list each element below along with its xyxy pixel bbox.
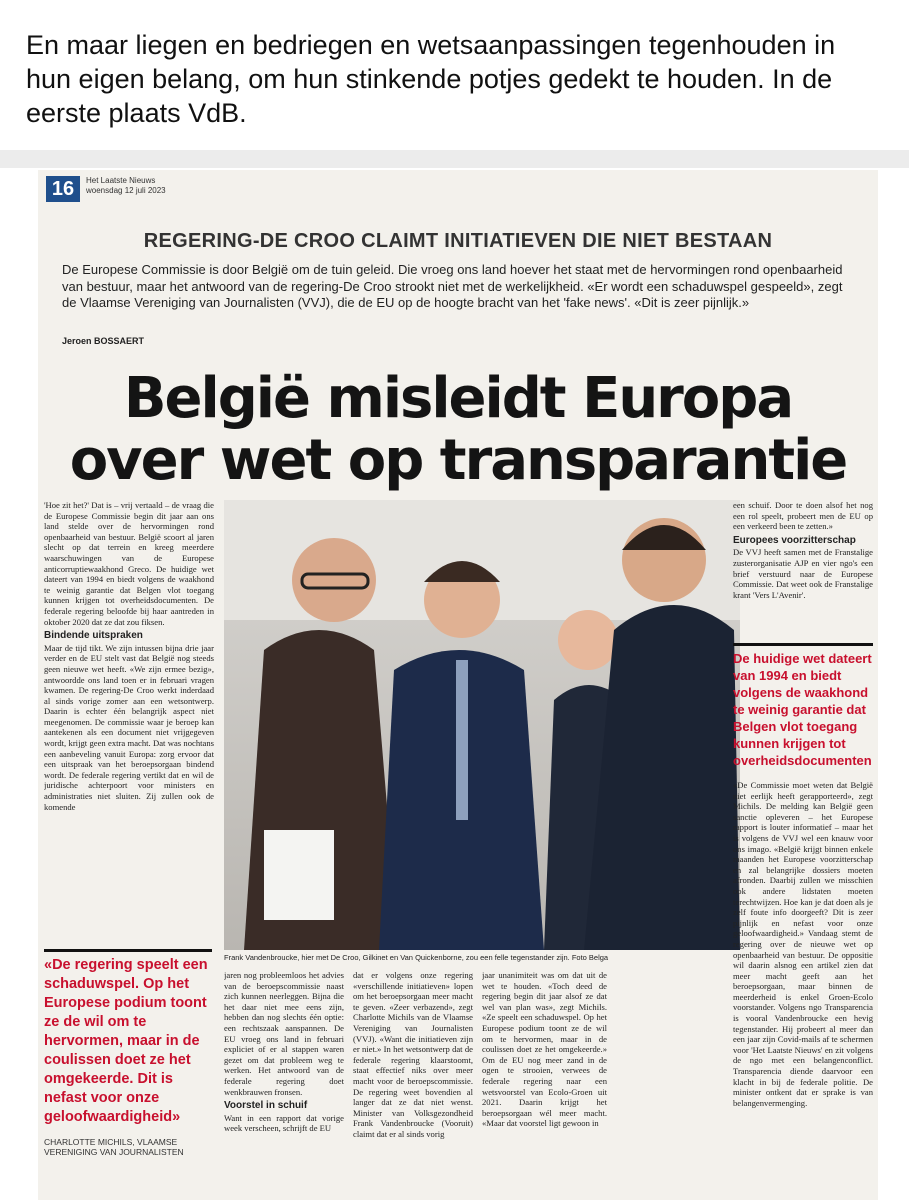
article-column-4: jaar unanimiteit was om dat uit de wet te houden. «Toch deed de regering begin dit jaar alsof ze dat wel van plan was», zegt Michils. «Ze speelt een schaduwspel. Op het Europese podium toont ze de wil om te hervormen, maar in de coulissen doet ze het omgekeerde.» Om de EU nog meer zand in de ogen te strooien, verwees de federale regering naar een wetsvoorstel van Ecolo-Groen uit 2021. Daarin krijgt het beroepsorgaan wél meer macht. «Maar dat voorstel ligt gewoon in	[482, 970, 607, 1129]
article-column-5-top	[733, 500, 873, 640]
article-column-5-bottom: «De Commissie moet weten dat België niet eerlijk heeft gerapporteerd», zegt Michils. De melding kan België geen sanctie opleveren – het Europese rapport is louter informatief – maar het is volgens de VVJ wel een knauw voor ons imago. «België krijgt binnen enkele maanden het Europese voorzitterschap en zal belangrijke dossiers moeten afronden. Daarbij zullen we misschien ook andere lidstaten moeten terechtwijzen. Hoe kan je dat doen als je zelf foute info doorgeeft? Dit is zeer pijnlijk en nefast voor onze geloofwaardigheid.» Vandaag stemt de regering over de nieuwe wet op openbaarheid van bestuur. De oppositie wil daarin alsnog een artikel zien dat meer macht geeft aan het beroepsorgaan, maar binnen de meerderheid is enkel Groen-Ecolo voorstander. Volgens ngo Transparencia is vooral Vandenbroucke een hevig tegenstander. Hij probeert al meer dan een jaar zijn Covid-mails af te schermen voor 'Het Laatste Nieuws' en zit volgens de ngo met een belangenconflict. Transparencia diende daarvoor een klacht in bij de federale politie. De minister ontkent dat er sprake is van belangenvermenging.	[733, 780, 873, 1108]
subheading-europees-voorzitterschap: Europees voorzitterschap	[733, 534, 856, 546]
publication-header	[86, 176, 166, 196]
publication-name: Het Laatste Nieuws	[86, 176, 156, 185]
publication-date: woensdag 12 juli 2023	[86, 186, 166, 195]
post-text: En maar liegen en bedriegen en wetsaanpassingen tegenhouden in hun eigen belang, om hun stinkende potjes gedekt te houden. In de eerste plaats VdB.	[26, 30, 836, 128]
subheading-bindende-uitspraken: Bindende uitspraken	[44, 630, 143, 642]
article-photo[interactable]	[224, 500, 740, 950]
headline-line-1: België misleidt Europa	[123, 366, 793, 431]
column-2-text-2: Want in een rapport dat vorige week verscheen, schrijft de EU	[224, 1112, 344, 1134]
article-headline	[38, 368, 878, 492]
headline-line-2: over wet op transparantie	[69, 428, 847, 493]
column-1-text: 'Hoe zit het?' Dat is – vrij vertaald – de vraag die de Europese Commissie begin dit jaar aan ons land stelde over de hervormingen rond openbaarheid van bestuur. België scoort al jaren slecht op dat terrein en kreeg meerdere waarschuwingen van de Europese anticorruptiewaakhond Greco. De huidige wet dateert van 1994 en biedt volgens de waakhond te weinig garantie dat Belgen vlot toegang kunnen krijgen tot overheidsdocumenten. De federale regering beloofde bij haar aantreden in oktober 2020 dat ze dat zou fiksen.	[44, 500, 214, 627]
column-5-text: een schuif. Door te doen alsof het nog een rol speelt, probeert men de EU op een verkeerd been te zetten.»	[733, 500, 873, 532]
newspaper-clipping[interactable]	[38, 170, 878, 1200]
column-2-text: jaren nog probleemloos het advies van de beroepscommissie naast zich kunnen neerleggen. Bijna die het daar niet mee eens zijn, hebben dan nog slechts één optie: een rechtszaak aanspannen. De EU vroeg ons land in februari expliciet of er al stappen waren gezet om dat probleem weg te werken. Het antwoord van de federale regering doet wenkbrauwen fronsen.	[224, 970, 344, 1097]
pull-quote-right: De huidige wet dateert van 1994 en biedt volgens de waakhond te weinig garantie dat Belgen vlot toegang kunnen krijgen tot overheidsdocumenten	[733, 651, 872, 768]
article-intro: De Europese Commissie is door België om de tuin geleid. Die vroeg ons land hoever het staat met de hervormingen rond openbaarheid van bestuur, maar het antwoord van de regering-De Croo strookt niet met de werkelijkheid. «Er wordt een schaduwspel gespeeld», zegt de Vlaamse Vereniging van Journalisten (VVJ), die de EU op de hoogte bracht van het 'fake news'. «Dit is zeer pijnlijk.»	[62, 262, 843, 310]
column-5-text-2: De VVJ heeft samen met de Franstalige zusterorganisatie AJP en vier ngo's een brief verstuurd naar de Europese Commissie. Dat weet ook de Franstalige krant 'Vers L'Avenir'.	[733, 547, 873, 600]
article-column-3: dat er volgens onze regering «verschillende initiatieven» lopen om het beroepsorgaan meer macht te geven. «Zeer verbazend», zegt Charlotte Michils van de Vlaamse Vereniging van Journalisten (VVJ). «Want die initiatieven zijn er niet.» In het wetsontwerp dat de federale regering klaarstoomt, staat effectief niks over meer macht voor de beroepscommissie. De regering weet bovendien al langer dat ze dat niet wenst. Minister van Volksgezondheid Frank Vandenbroucke (Vooruit) claimt dat er al sinds vorig	[353, 970, 473, 1139]
pull-quote-left: «De regering speelt een schaduwspel. Op het Europese podium toont ze de wil om te hervormen, maar in de coulissen doet ze het omgekeerde. Dit is nefast voor onze geloofwaardigheid»	[44, 957, 208, 1125]
page-number-badge: 16	[46, 176, 80, 202]
article-byline: Jeroen BOSSAERT	[62, 336, 145, 346]
article-kicker: REGERING-DE CROO CLAIMT INITIATIEVEN DIE NIET BESTAAN	[143, 230, 773, 252]
photo-caption: Frank Vandenbroucke, hier met De Croo, Gilkinet en Van Quickenborne, zou een felle tegenstander zijn. Foto Belga	[224, 953, 609, 962]
pull-quote-attribution: CHARLOTTE MICHILS, VLAAMSE VERENIGING VAN JOURNALISTEN	[44, 1137, 184, 1157]
divider	[0, 150, 909, 168]
photo-illustration	[224, 500, 740, 950]
subheading-voorstel-in-schuif: Voorstel in schuif	[224, 1100, 308, 1112]
article-column-2	[224, 970, 344, 1190]
column-1-text-2: Maar de tijd tikt. We zijn intussen bijna drie jaar verder en de EU stelt vast dat België nog steeds geen nieuwe wet heeft. «We zijn ermee bezig», antwoordde ons land toen er in februari vragen kwamen. De regering-De Croo werkt inderdaad al sinds vorige zomer aan een wetsontwerp. Daarin is echter één belangrijk aspect niet meegenomen. De commissie waar je beroep kan aantekenen als een document niet vrijgegeven wordt, krijgt geen extra macht. Dat was nochtans een aanbeveling vanuit Europa: zorg ervoor dat een uitspraak van het beroepsorgaan bindend wordt. De federale regering vertikt dat en wil de juridische achterpoort voor ministers en administraties niet sluiten. Zij zullen ook de komende	[44, 642, 214, 812]
quote-rule-right	[733, 643, 873, 646]
article-column-1	[44, 500, 214, 950]
quote-rule-left	[44, 949, 212, 952]
